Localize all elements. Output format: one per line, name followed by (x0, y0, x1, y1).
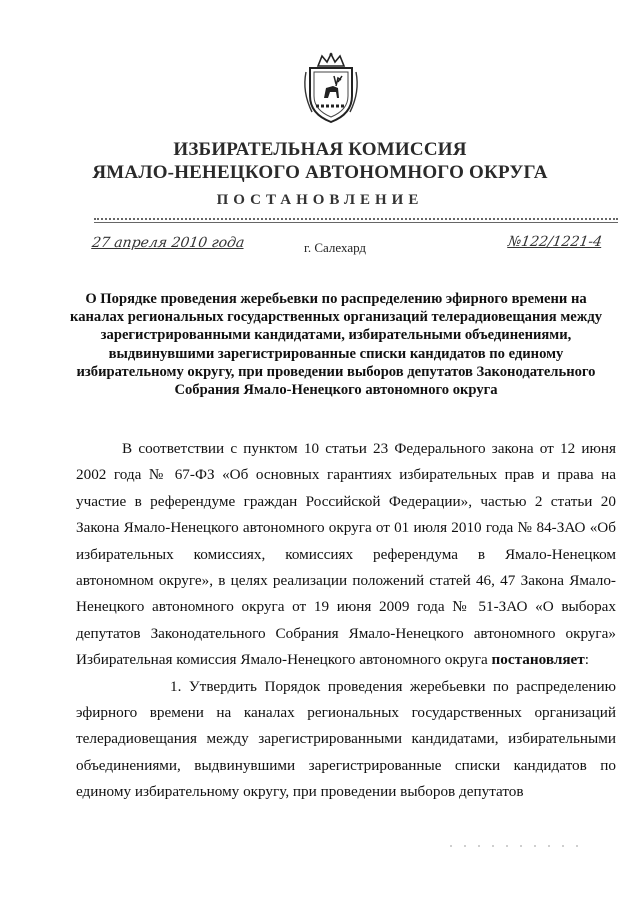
header-divider (94, 222, 618, 223)
document-title: О Порядке проведения жеребьевки по распределению эфирного времени на каналах региональных государственных организаций телерадиовещания между зарегистрированными кандидатами, избирательными объединениями, выдвинувшими зарегистрированные списки кандидатов по единому избирательному округу, при проведении выборов депутатов Законодательного Собрания Ямало-Ненецкого автономного округа (70, 291, 602, 399)
document-date: 27 апреля 2010 года (90, 235, 246, 251)
header-divider (94, 218, 618, 220)
scan-artifact (450, 845, 590, 847)
document-type: ПОСТАНОВЛЕНИЕ (216, 192, 424, 208)
paragraph-preamble (76, 436, 616, 674)
document-number: №122/1221-4 (506, 234, 604, 250)
document-body (76, 436, 616, 806)
organization-name-line2: ЯМАЛО-НЕНЕЦКОГО АВТОНОМНОГО ОКРУГА (92, 162, 548, 183)
organization-name-line1: ИЗБИРАТЕЛЬНАЯ КОМИССИЯ (173, 139, 467, 160)
preamble-text: В соответствии с пунктом 10 статьи 23 Федерального закона от 12 июня 2002 года № 67-ФЗ «Об основных гарантиях избирательных прав и права на участие в референдуме граждан Российской Федерации», частью 2 статьи 20 Закона Ямало-Ненецкого автономного округа от 01 июля 2010 года № 84-ЗАО «Об избирательных комиссиях, комиссиях референдума в Ямало-Ненецком автономном округе», в целях реализации положений статей 46, 47 Закона Ямало-Ненецкого автономного округа от 19 июня 2009 года № 51-ЗАО «О выборах депутатов Законодательного Собрания Ямало-Ненецкого автономного округа» Избирательная комиссия Ямало-Ненецкого автономного округа (76, 440, 616, 669)
decision-word: постановляет (491, 651, 585, 669)
paragraph-item-1: 1. Утвердить Порядок проведения жеребьевки по распределению эфирного времени на каналах региональных государственных организаций телерадиовещания между зарегистрированными кандидатами, избирательными объединениями, выдвинувшими зарегистрированные списки кандидатов по единому избирательному округу, при проведении выборов депутатов (76, 677, 616, 801)
document-city: г. Салехард (304, 240, 367, 255)
coat-of-arms-icon (300, 52, 362, 124)
decision-colon: : (584, 651, 589, 669)
